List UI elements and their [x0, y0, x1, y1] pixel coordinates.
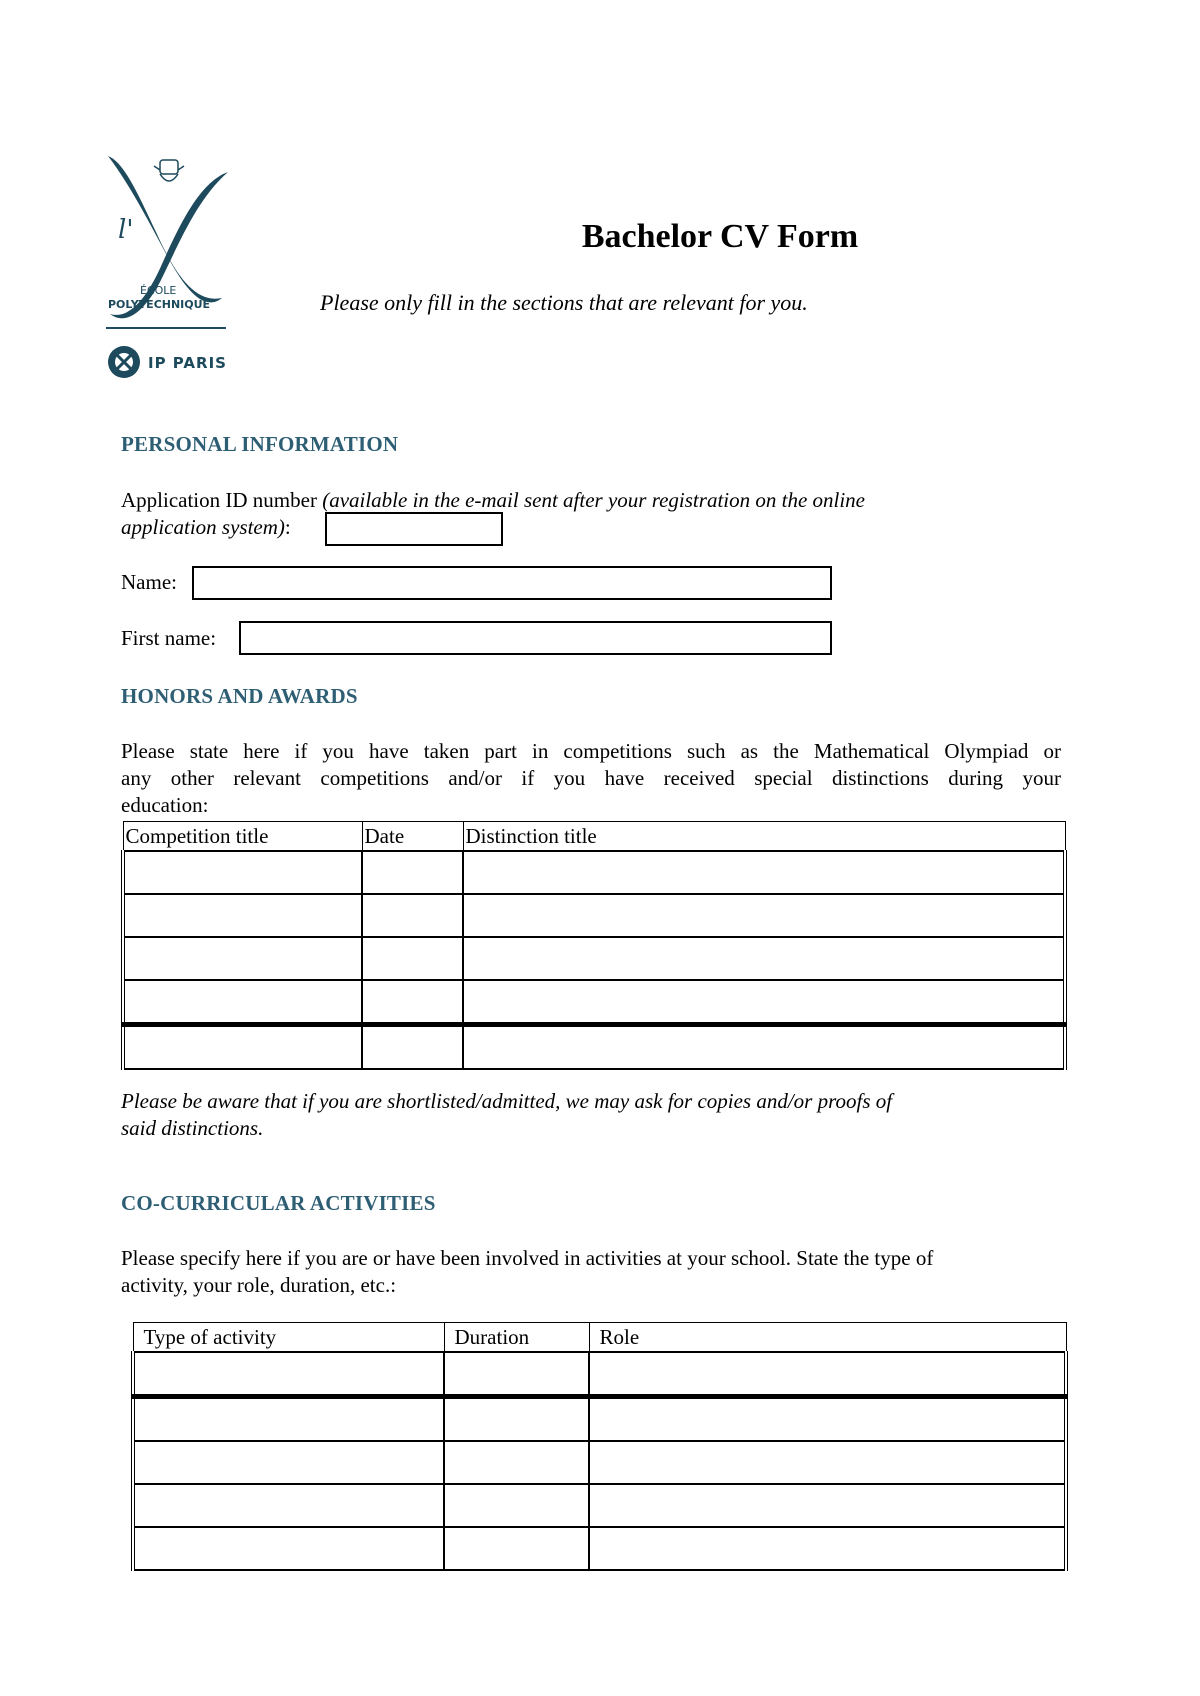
honors-note-line-2: said distinctions.: [121, 1116, 264, 1140]
distinction-title-cell[interactable]: [463, 980, 1065, 1025]
logo-school-line2: POLYTECHNIQUE: [108, 298, 211, 311]
ecole-polytechnique-logo: [104, 154, 234, 394]
table-row: [123, 937, 1065, 980]
table-row: [133, 1527, 1066, 1570]
application-id-label: [121, 487, 1001, 541]
type-of-activity-cell[interactable]: [133, 1397, 444, 1442]
column-role: Role: [589, 1323, 1066, 1353]
logo-monogram: l': [118, 215, 134, 245]
table-row: [123, 1025, 1065, 1070]
duration-cell[interactable]: [444, 1527, 589, 1570]
activities-intro-line-2: activity, your role, duration, etc.:: [121, 1273, 397, 1297]
application-id-colon: :: [284, 515, 291, 539]
competition-title-cell[interactable]: [123, 894, 362, 937]
honors-intro-line-2: any other relevant competitions and/or if you have received special distinctions during your: [121, 766, 1061, 790]
distinction-title-cell[interactable]: [463, 1025, 1065, 1070]
duration-cell[interactable]: [444, 1397, 589, 1442]
page-title: Bachelor CV Form: [581, 218, 859, 255]
personal-information-heading: PERSONAL INFORMATION: [121, 432, 399, 456]
date-cell[interactable]: [362, 980, 463, 1025]
logo-partner: IP PARIS: [148, 354, 227, 372]
logo-school-line1: ÉCOLE: [140, 284, 177, 297]
column-date: Date: [362, 822, 463, 852]
name-field[interactable]: [192, 566, 832, 600]
role-cell[interactable]: [589, 1397, 1066, 1442]
column-distinction-title: Distinction title: [463, 822, 1065, 852]
type-of-activity-cell[interactable]: [133, 1441, 444, 1484]
co-curricular-activities-heading: CO-CURRICULAR ACTIVITIES: [121, 1191, 436, 1215]
duration-cell[interactable]: [444, 1352, 589, 1397]
application-id-label-text: Application ID number: [121, 488, 317, 512]
role-cell[interactable]: [589, 1484, 1066, 1527]
column-competition-title: Competition title: [123, 822, 362, 852]
ecole-polytechnique-logo-mark: [104, 154, 234, 394]
distinction-title-cell[interactable]: [463, 937, 1065, 980]
honors-intro-line-1: Please state here if you have taken part in competitions such as the Mathematical Olympiad or: [121, 739, 1061, 763]
duration-cell[interactable]: [444, 1441, 589, 1484]
table-row: [123, 980, 1065, 1025]
competition-title-cell[interactable]: [123, 851, 362, 894]
date-cell[interactable]: [362, 1025, 463, 1070]
crest-icon: [154, 160, 184, 181]
first-name-label: First name:: [121, 626, 217, 650]
table-row: [123, 851, 1065, 894]
date-cell[interactable]: [362, 894, 463, 937]
column-duration: Duration: [444, 1323, 589, 1353]
date-cell[interactable]: [362, 851, 463, 894]
application-id-field[interactable]: [325, 512, 503, 546]
page-subtitle: Please only fill in the sections that are relevant for you.: [320, 290, 808, 315]
table-row: [133, 1484, 1066, 1527]
type-of-activity-cell[interactable]: [133, 1484, 444, 1527]
honors-note-line-1: Please be aware that if you are shortlisted/admitted, we may ask for copies and/or proofs of: [121, 1089, 893, 1113]
application-id-note-2: application system): [121, 515, 285, 539]
type-of-activity-cell[interactable]: [133, 1352, 444, 1397]
activities-table-header: [133, 1323, 1066, 1353]
table-row: [133, 1352, 1066, 1397]
role-cell[interactable]: [589, 1441, 1066, 1484]
activities-intro-line-1: Please specify here if you are or have been involved in activities at your school. State the type of: [121, 1246, 934, 1270]
competition-title-cell[interactable]: [123, 980, 362, 1025]
honors-table-header: [123, 822, 1065, 852]
ip-paris-emblem-icon: [108, 346, 140, 378]
role-cell[interactable]: [589, 1352, 1066, 1397]
activities-intro: [121, 1245, 1066, 1299]
competition-title-cell[interactable]: [123, 1025, 362, 1070]
first-name-field[interactable]: [239, 621, 832, 655]
honors-intro: [121, 738, 1061, 819]
table-row: [133, 1397, 1066, 1442]
distinction-title-cell[interactable]: [463, 851, 1065, 894]
honors-intro-line-3: education:: [121, 793, 209, 817]
name-label: Name:: [121, 570, 177, 594]
column-type-of-activity: Type of activity: [133, 1323, 444, 1353]
role-cell[interactable]: [589, 1527, 1066, 1570]
honors-table: [121, 821, 1067, 1070]
activities-table: [131, 1322, 1068, 1571]
table-row: [133, 1441, 1066, 1484]
distinction-title-cell[interactable]: [463, 894, 1065, 937]
honors-awards-heading: HONORS AND AWARDS: [121, 684, 358, 708]
application-id-note-1: (available in the e-mail sent after your registration on the online: [322, 488, 866, 512]
table-row: [123, 894, 1065, 937]
competition-title-cell[interactable]: [123, 937, 362, 980]
duration-cell[interactable]: [444, 1484, 589, 1527]
honors-note: [121, 1088, 1061, 1142]
type-of-activity-cell[interactable]: [133, 1527, 444, 1570]
date-cell[interactable]: [362, 937, 463, 980]
